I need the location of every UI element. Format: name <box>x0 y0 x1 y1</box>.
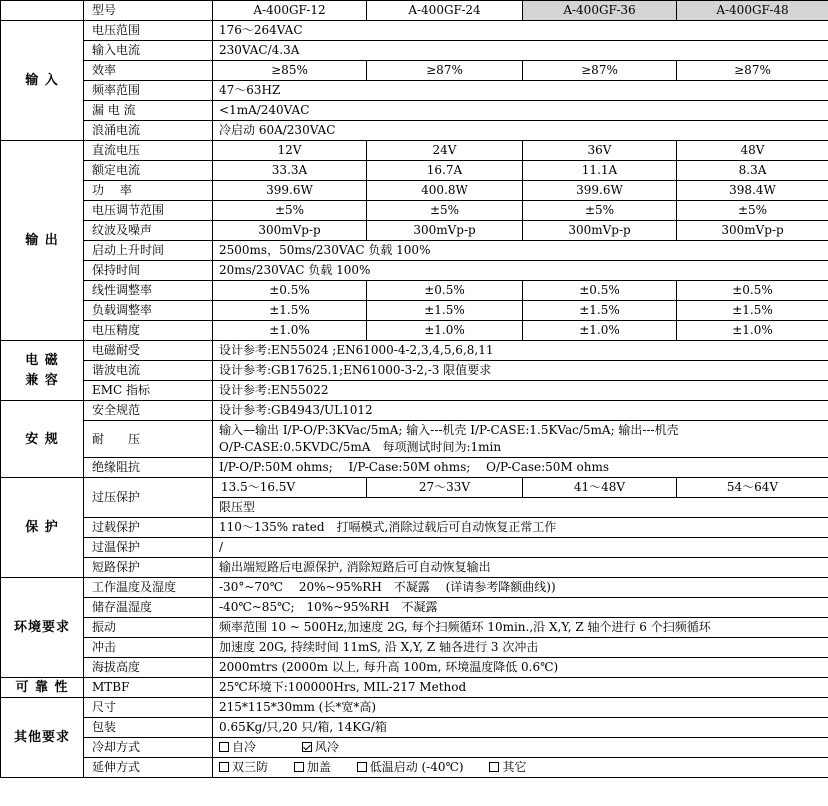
dc-voltage-48: 48V <box>677 141 828 161</box>
power-12: 399.6W <box>213 181 367 201</box>
ripple-12: 300mVp-p <box>213 221 367 241</box>
label-hold-time: 保持时间 <box>84 261 213 281</box>
section-emc-line1: 电 磁 <box>25 352 59 368</box>
row-rated-current <box>1 161 828 181</box>
row-overload <box>1 518 828 538</box>
load-reg-24: ±1.5% <box>367 301 523 321</box>
value-withstand <box>213 421 828 458</box>
ovp-48: 54～64V <box>677 478 828 498</box>
row-voltage-range <box>1 21 828 41</box>
value-insulation: I/P-O/P:50M ohms; I/P-Case:50M ohms; O/P-Case:50M ohms <box>213 458 828 478</box>
value-emc-index: 设计参考:EN55022 <box>213 381 828 401</box>
value-overload: 110～135% rated 打嗝模式,消除过载后可自动恢复正常工作 <box>213 518 828 538</box>
adjust-range-12: ±5% <box>213 201 367 221</box>
label-altitude: 海拔高度 <box>84 658 213 678</box>
efficiency-48: ≥87% <box>677 61 828 81</box>
row-operating <box>1 578 828 598</box>
value-harmonic: 设计参考:GB17625.1;EN61000-3-2,-3 限值要求 <box>213 361 828 381</box>
label-storage: 储存温湿度 <box>84 598 213 618</box>
row-vibration <box>1 618 828 638</box>
extension-option-lowtemp-label: 低温启动 (-40℃) <box>369 760 464 774</box>
label-extension: 延伸方式 <box>84 758 213 778</box>
line-reg-48: ±0.5% <box>677 281 828 301</box>
header-blank <box>1 1 84 21</box>
rated-current-48: 8.3A <box>677 161 828 181</box>
checkbox-lowtemp[interactable] <box>357 762 367 772</box>
checkbox-other[interactable] <box>489 762 499 772</box>
value-vibration: 频率范围 10 ~ 500Hz,加速度 2G, 每个扫频循环 10min.,沿 X,Y, Z 轴个进行 6 个扫频循环 <box>213 618 828 638</box>
row-altitude <box>1 658 828 678</box>
row-adjust-range <box>1 201 828 221</box>
extension-option-lowtemp[interactable] <box>357 760 464 774</box>
extension-option-coating-label: 双三防 <box>232 760 269 774</box>
rated-current-12: 33.3A <box>213 161 367 181</box>
section-safety: 安 规 <box>1 401 84 478</box>
label-ovp: 过压保护 <box>84 478 213 518</box>
withstand-line1: 输入—输出 I/P-O/P:3KVac/5mA; 输入---机壳 I/P-CASE:1.5KVac/5mA; 输出---机壳 <box>219 423 679 437</box>
adjust-range-24: ±5% <box>367 201 523 221</box>
section-emc <box>1 341 84 401</box>
value-safety-standard: 设计参考:GB4943/UL1012 <box>213 401 828 421</box>
section-protection: 保 护 <box>1 478 84 578</box>
section-environment: 环境要求 <box>1 578 84 678</box>
dc-voltage-24: 24V <box>367 141 523 161</box>
row-immunity <box>1 341 828 361</box>
row-leakage <box>1 101 828 121</box>
cooling-option-self-label: 自冷 <box>232 740 257 754</box>
rated-current-36: 11.1A <box>523 161 677 181</box>
row-emc-index <box>1 381 828 401</box>
load-reg-36: ±1.5% <box>523 301 677 321</box>
row-mtbf <box>1 678 828 698</box>
rated-current-24: 16.7A <box>367 161 523 181</box>
label-line-reg: 线性调整率 <box>84 281 213 301</box>
label-overload: 过载保护 <box>84 518 213 538</box>
checkbox-cover[interactable] <box>294 762 304 772</box>
value-short: 输出端短路后电源保护, 消除短路后可自动恢复输出 <box>213 558 828 578</box>
ovp-36: 41～48V <box>523 478 677 498</box>
row-power <box>1 181 828 201</box>
extension-option-other-label: 其它 <box>502 760 527 774</box>
value-input-current: 230VAC/4.3A <box>213 41 828 61</box>
row-cooling <box>1 738 828 758</box>
label-ripple: 纹波及噪声 <box>84 221 213 241</box>
header-row <box>1 1 828 21</box>
label-dc-voltage: 直流电压 <box>84 141 213 161</box>
label-input-current: 输入电流 <box>84 41 213 61</box>
efficiency-36: ≥87% <box>523 61 677 81</box>
value-mtbf: 25℃环境下:100000Hrs, MIL-217 Method <box>213 678 828 698</box>
value-ovp-type: 限压型 <box>213 498 828 518</box>
label-accuracy: 电压精度 <box>84 321 213 341</box>
accuracy-36: ±1.0% <box>523 321 677 341</box>
row-extension <box>1 758 828 778</box>
row-harmonic <box>1 361 828 381</box>
value-voltage-range: 176～264VAC <box>213 21 828 41</box>
row-storage <box>1 598 828 618</box>
value-rise-time: 2500ms，50ms/230VAC 负载 100% <box>213 241 828 261</box>
section-reliability: 可 靠 性 <box>1 678 84 698</box>
row-load-reg <box>1 301 828 321</box>
row-input-current <box>1 41 828 61</box>
extension-option-other[interactable] <box>489 760 526 774</box>
label-rise-time: 启动上升时间 <box>84 241 213 261</box>
withstand-line2: O/P-CASE:0.5KVDC/5mA 每项测试时间为:1min <box>219 440 502 454</box>
adjust-range-36: ±5% <box>523 201 677 221</box>
ovp-12: 13.5～16.5V <box>213 478 367 498</box>
value-shock: 加速度 20G, 持续时间 11mS, 沿 X,Y, Z 轴各进行 3 次冲击 <box>213 638 828 658</box>
value-altitude: 2000mtrs (2000m 以上, 每升高 100m, 环境温度降低 0.6℃) <box>213 658 828 678</box>
dc-voltage-12: 12V <box>213 141 367 161</box>
model-36: A-400GF-36 <box>523 1 677 21</box>
value-frequency: 47～63HZ <box>213 81 828 101</box>
line-reg-36: ±0.5% <box>523 281 677 301</box>
label-inrush: 浪涌电流 <box>84 121 213 141</box>
label-frequency: 频率范围 <box>84 81 213 101</box>
label-safety-standard: 安全规范 <box>84 401 213 421</box>
row-accuracy <box>1 321 828 341</box>
label-voltage-range: 电压范围 <box>84 21 213 41</box>
value-storage: -40℃~85℃; 10%~95%RH 不凝露 <box>213 598 828 618</box>
label-immunity: 电磁耐受 <box>84 341 213 361</box>
label-adjust-range: 电压调节范围 <box>84 201 213 221</box>
row-short <box>1 558 828 578</box>
accuracy-24: ±1.0% <box>367 321 523 341</box>
value-overtemp: / <box>213 538 828 558</box>
label-packing: 包装 <box>84 718 213 738</box>
value-inrush: 冷启动 60A/230VAC <box>213 121 828 141</box>
row-rise-time <box>1 241 828 261</box>
ripple-36: 300mVp-p <box>523 221 677 241</box>
label-harmonic: 谐波电流 <box>84 361 213 381</box>
section-other: 其他要求 <box>1 698 84 778</box>
value-packing: 0.65Kg/只,20 只/箱, 14KG/箱 <box>213 718 828 738</box>
label-size: 尺寸 <box>84 698 213 718</box>
label-emc-index: EMC 指标 <box>84 381 213 401</box>
efficiency-24: ≥87% <box>367 61 523 81</box>
row-overtemp <box>1 538 828 558</box>
label-load-reg: 负载调整率 <box>84 301 213 321</box>
label-efficiency: 效率 <box>84 61 213 81</box>
value-operating: -30°~70℃ 20%~95%RH 不凝露 (详请参考降额曲线)) <box>213 578 828 598</box>
label-operating: 工作温度及湿度 <box>84 578 213 598</box>
cooling-option-self[interactable] <box>219 740 256 754</box>
power-24: 400.8W <box>367 181 523 201</box>
row-ripple <box>1 221 828 241</box>
label-short: 短路保护 <box>84 558 213 578</box>
line-reg-12: ±0.5% <box>213 281 367 301</box>
row-dc-voltage <box>1 141 828 161</box>
efficiency-12: ≥85% <box>213 61 367 81</box>
section-output: 输 出 <box>1 141 84 341</box>
label-power: 功 率 <box>84 181 213 201</box>
row-hold-time <box>1 261 828 281</box>
label-leakage: 漏 电 流 <box>84 101 213 121</box>
accuracy-12: ±1.0% <box>213 321 367 341</box>
label-insulation: 绝缘阻抗 <box>84 458 213 478</box>
value-size: 215*115*30mm (长*宽*高) <box>213 698 828 718</box>
row-packing <box>1 718 828 738</box>
label-shock: 冲击 <box>84 638 213 658</box>
row-withstand <box>1 421 828 458</box>
ripple-48: 300mVp-p <box>677 221 828 241</box>
load-reg-12: ±1.5% <box>213 301 367 321</box>
extension-option-coating[interactable] <box>219 760 268 774</box>
checkbox-coating[interactable] <box>219 762 229 772</box>
row-shock <box>1 638 828 658</box>
row-inrush <box>1 121 828 141</box>
label-vibration: 振动 <box>84 618 213 638</box>
row-ovp <box>1 478 828 498</box>
label-mtbf: MTBF <box>84 678 213 698</box>
model-label: 型号 <box>84 1 213 21</box>
section-emc-line2: 兼 容 <box>25 372 59 388</box>
row-efficiency <box>1 61 828 81</box>
model-24: A-400GF-24 <box>367 1 523 21</box>
value-extension <box>213 758 828 778</box>
row-frequency <box>1 81 828 101</box>
extension-option-cover[interactable] <box>294 760 331 774</box>
adjust-range-48: ±5% <box>677 201 828 221</box>
model-48: A-400GF-48 <box>677 1 828 21</box>
value-immunity: 设计参考:EN55024 ;EN61000-4-2,3,4,5,6,8,11 <box>213 341 828 361</box>
power-36: 399.6W <box>523 181 677 201</box>
cooling-option-fan[interactable] <box>302 740 339 754</box>
row-line-reg <box>1 281 828 301</box>
value-leakage: <1mA/240VAC <box>213 101 828 121</box>
model-12: A-400GF-12 <box>213 1 367 21</box>
value-cooling <box>213 738 828 758</box>
dc-voltage-36: 36V <box>523 141 677 161</box>
ripple-24: 300mVp-p <box>367 221 523 241</box>
label-cooling: 冷却方式 <box>84 738 213 758</box>
row-safety-standard <box>1 401 828 421</box>
power-48: 398.4W <box>677 181 828 201</box>
row-size <box>1 698 828 718</box>
cooling-option-fan-label: 风冷 <box>314 740 339 754</box>
value-hold-time: 20ms/230VAC 负载 100% <box>213 261 828 281</box>
accuracy-48: ±1.0% <box>677 321 828 341</box>
row-insulation <box>1 458 828 478</box>
checkbox-self-cooling[interactable] <box>219 742 229 752</box>
section-input: 输 入 <box>1 21 84 141</box>
ovp-24: 27～33V <box>367 478 523 498</box>
label-rated-current: 额定电流 <box>84 161 213 181</box>
extension-option-cover-label: 加盖 <box>306 760 331 774</box>
load-reg-48: ±1.5% <box>677 301 828 321</box>
checkbox-fan-cooling[interactable] <box>302 742 312 752</box>
label-withstand: 耐 压 <box>84 421 213 458</box>
label-overtemp: 过温保护 <box>84 538 213 558</box>
line-reg-24: ±0.5% <box>367 281 523 301</box>
